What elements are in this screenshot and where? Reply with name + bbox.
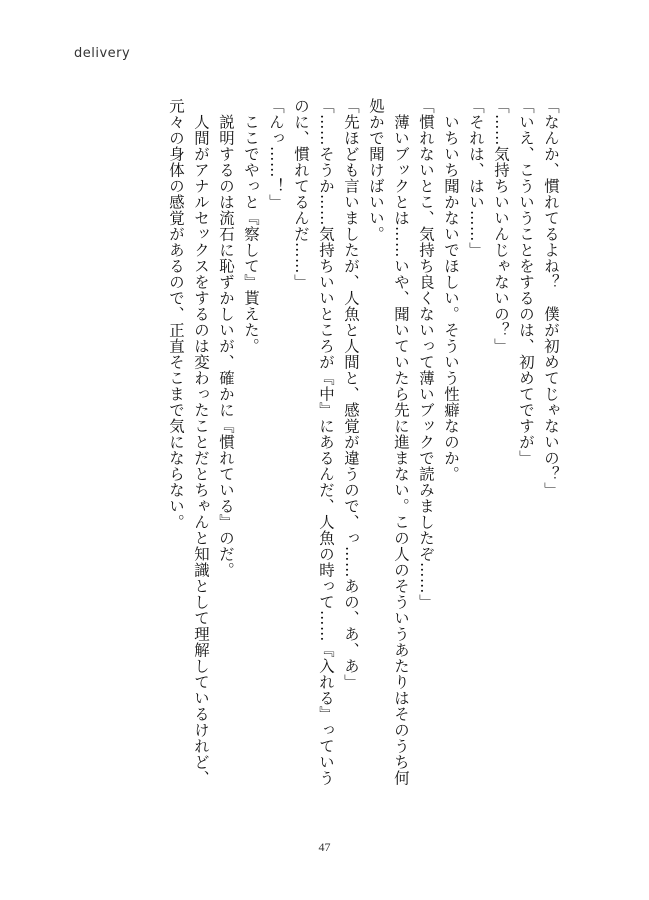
- text-line: 「……気持ちいいんじゃないの？」: [492, 98, 510, 354]
- text-line: 薄いブックとは……いや、聞いていたら先に進まない。この人のそういうあたりはそのうち何: [392, 98, 410, 786]
- text-line: 説明するのは流石に恥ずかしいが、確かに『慣れている』のだ。: [217, 98, 235, 578]
- text-line: いちいち聞かないでほしい。そういう性癖なのか。: [442, 98, 460, 482]
- text-line: 「それは、はい……」: [467, 98, 485, 258]
- running-header: delivery: [74, 46, 131, 61]
- text-line: 処かで聞けばいい。: [367, 98, 385, 242]
- text-line: 「いえ、こういうことをするのは、初めてですが」: [517, 98, 535, 466]
- text-line: ここでやっと『察して』貰えた。: [242, 98, 260, 354]
- text-line: 人間がアナルセックスをするのは変わったことだとちゃんと知識として理解しているけれど、: [192, 98, 210, 786]
- text-line: 「……そうか……気持ちいいところが『中』にあるんだ、人魚の時って……『入れる』っていう: [317, 98, 335, 786]
- text-line: 「なんか、慣れてるよね？ 僕が初めてじゃないの？」: [542, 98, 560, 498]
- text-line: のに、慣れてるんだ……」: [292, 98, 310, 290]
- text-line: 元々の身体の感覚があるので、正直そこまで気にならない。: [167, 98, 185, 530]
- body-text: [163, 98, 563, 810]
- page-number: 47: [318, 840, 331, 854]
- text-line: 「先ほども言いましたが、人魚と人間と、感覚が違うので、っ……あの、あ、あ」: [342, 98, 360, 690]
- text-line: 「んっ……！」: [267, 98, 285, 210]
- text-line: 「慣れないとこ、気持ち良くないって薄いブックで読みましたぞ……」: [417, 98, 435, 610]
